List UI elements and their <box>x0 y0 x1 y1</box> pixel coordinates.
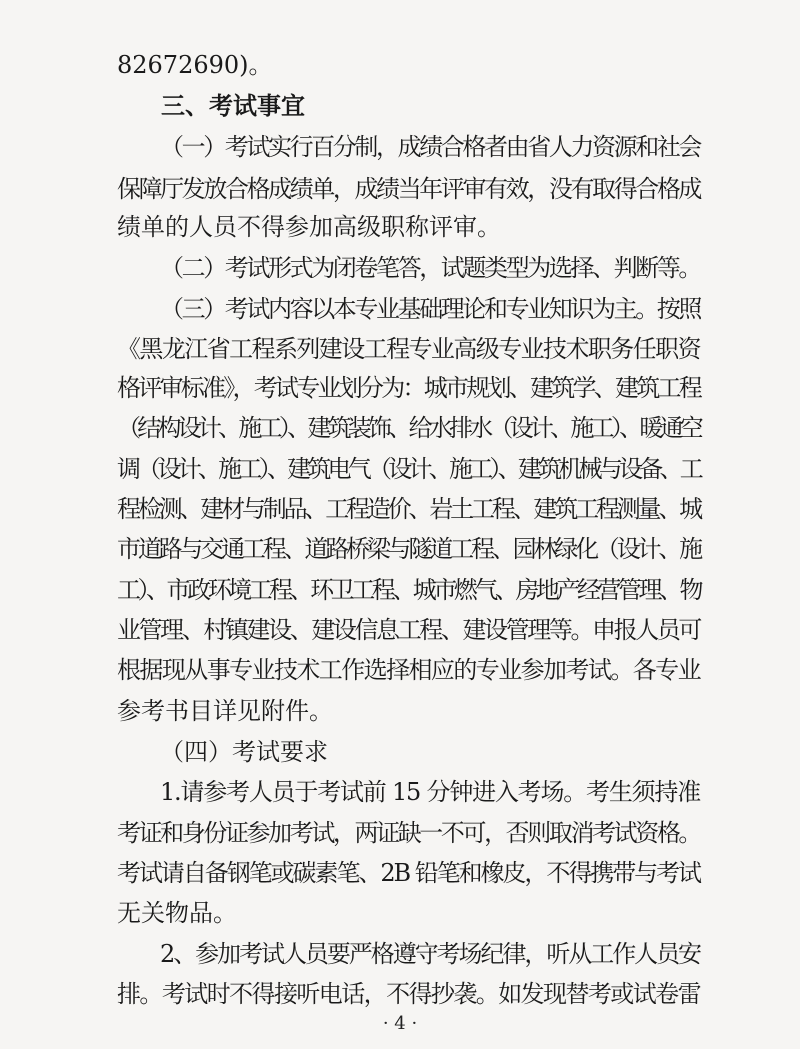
paragraph-line: （二）考试形式为闭卷笔答，试题类型为选择、判断等。 <box>160 254 700 282</box>
paragraph-line: 《黑龙江省工程系列建设工程专业高级专业技术职务任职资 <box>117 335 700 363</box>
paragraph-line: 根据现从事专业技术工作选择相应的专业参加考试。各专业 <box>117 656 700 684</box>
paragraph-line: 格评审标准》，考试专业划分为：城市规划、建筑学、建筑工程 <box>117 374 700 402</box>
paragraph-line: 排。考试时不得接听电话，不得抄袭。如发现替考或试卷雷 <box>117 980 700 1008</box>
paragraph-line: （一）考试实行百分制，成绩合格者由省人力资源和社会 <box>160 133 700 161</box>
paragraph-line: 绩单的人员不得参加高级职称评审。 <box>117 213 501 241</box>
paragraph-line: 保障厅发放合格成绩单，成绩当年评审有效，没有取得合格成 <box>117 175 700 203</box>
paragraph-line: 参考书目详见附件。 <box>117 697 333 725</box>
paragraph-line: 程检测、建材与制品、工程造价、岩土工程、建筑工程测量、城 <box>117 495 700 523</box>
subsection-heading: （四）考试要求 <box>160 738 328 766</box>
paragraph-line: 业管理、村镇建设、建设信息工程、建设管理等。申报人员可 <box>117 616 700 644</box>
paragraph-line: （三）考试内容以本专业基础理论和专业知识为主。按照 <box>160 295 700 323</box>
paragraph-line: 工）、市政环境工程、环卫工程、城市燃气、房地产经营管理、物 <box>117 576 700 604</box>
paragraph-line: （结构设计、施工）、建筑装饰、给水排水（设计、施工）、暖通空 <box>117 414 700 442</box>
paragraph-line: 2、参加考试人员要严格遵守考场纪律，听从工作人员安 <box>160 940 700 968</box>
paragraph-line: 考试请自备钢笔或碳素笔、2B 铅笔和橡皮，不得携带与考试 <box>117 859 700 887</box>
paragraph-line: 1.请参考人员于考试前 15 分钟进入考场。考生须持准 <box>160 778 700 806</box>
paragraph-line: 调（设计、施工）、建筑电气（设计、施工）、建筑机械与设备、工 <box>117 455 700 483</box>
paragraph-line: 市道路与交通工程、道路桥梁与隧道工程、园林绿化（设计、施 <box>117 535 700 563</box>
paragraph-line: 无关物品。 <box>117 899 237 927</box>
section-heading: 三、考试事宜 <box>161 92 305 120</box>
paragraph-line: 考证和身份证参加考试，两证缺一不可，否则取消考试资格。 <box>117 819 700 847</box>
text-line: 82672690)。 <box>117 51 273 79</box>
page-number: · 4 · <box>382 1013 418 1034</box>
